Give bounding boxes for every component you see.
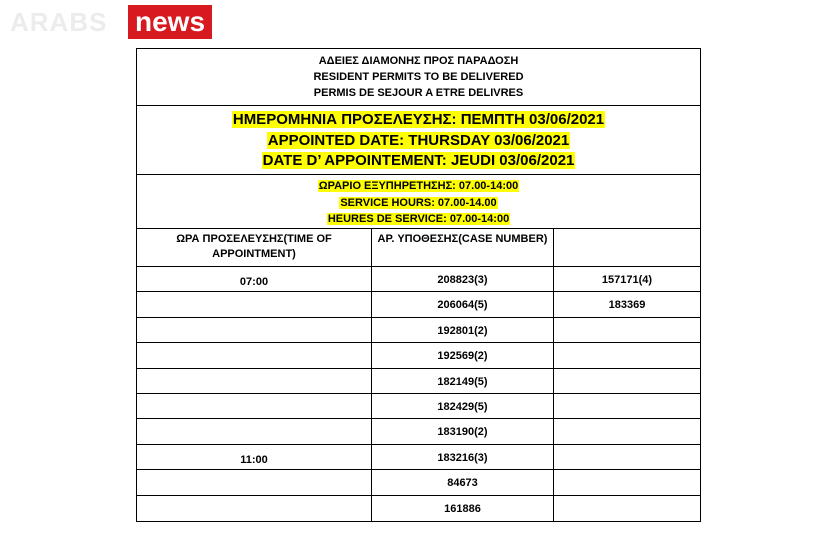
permits-title-french: PERMIS DE SEJOUR A ETRE DELIVRES (313, 87, 524, 99)
row-7-extra (554, 419, 700, 444)
row-8-time: 11:00 (137, 445, 372, 470)
row-9-case: 84673 (372, 470, 554, 495)
row-7-time (137, 419, 372, 444)
row-1-extra: 157171(4) (554, 267, 700, 292)
row-3-extra (554, 318, 700, 343)
row-8-case: 183216(3) (372, 445, 554, 470)
permits-document (136, 48, 701, 522)
row-9-time (137, 470, 372, 495)
row-3-case: 192801(2) (372, 318, 554, 343)
row-4-extra (554, 343, 700, 368)
appointment-date-greek: ΗΜΕΡΟΜΗΝΙΑ ΠΡΟΣΕΛΕΥΣΗΣ: ΠΕΜΠΤΗ 03/06/2021 (232, 111, 605, 128)
case-table (137, 229, 700, 521)
service-hours-english: SERVICE HOURS: 07.00-14.00 (340, 196, 497, 209)
row-9-extra (554, 470, 700, 495)
row-5-case: 182149(5) (372, 369, 554, 394)
row-10-time (137, 496, 372, 521)
row-6-case: 182429(5) (372, 394, 554, 419)
permits-title-english: RESIDENT PERMITS TO BE DELIVERED (313, 71, 524, 83)
appointment-date-block (137, 106, 700, 175)
row-2-extra: 183369 (554, 292, 700, 317)
row-1-case: 208823(3) (372, 267, 554, 292)
header-time: ΩΡΑ ΠΡΟΣΕΛΕΥΣΗΣ(TIME OF APPOINTMENT) (137, 229, 372, 267)
appointment-date-english: APPOINTED DATE: THURSDAY 03/06/2021 (267, 131, 570, 149)
row-7-case: 183190(2) (372, 419, 554, 444)
row-2-case: 206064(5) (372, 292, 554, 317)
service-hours-greek: ΩΡΑΡΙΟ ΕΞΥΠΗΡΕΤΗΣΗΣ: 07.00-14:00 (318, 180, 519, 192)
row-6-time (137, 394, 372, 419)
logo-news-badge: news (128, 5, 212, 39)
row-8-extra (554, 445, 700, 470)
row-2-time (137, 292, 372, 317)
row-4-case: 192569(2) (372, 343, 554, 368)
row-1-time: 07:00 (137, 267, 372, 292)
row-10-case: 161886 (372, 496, 554, 521)
header-case-number: ΑΡ. ΥΠΟΘΕΣΗΣ(CASE NUMBER) (372, 229, 554, 267)
service-hours-french: HEURES DE SERVICE: 07.00-14:00 (327, 213, 510, 225)
permits-title-greek: ΑΔΕΙΕΣ ΔΙΑΜΟΝΗΣ ΠΡΟΣ ΠΑΡΑΔΟΣΗ (318, 55, 519, 67)
arabsnews-logo (10, 5, 212, 39)
row-6-extra (554, 394, 700, 419)
row-4-time (137, 343, 372, 368)
row-3-time (137, 318, 372, 343)
appointment-date-french: DATE D’ APPOINTEMENT: JEUDI 03/06/2021 (262, 152, 575, 169)
header-extra (554, 229, 700, 267)
row-5-time (137, 369, 372, 394)
logo-watermark: ARABS (10, 6, 108, 37)
row-5-extra (554, 369, 700, 394)
service-hours-block (137, 175, 700, 229)
permits-title-block (137, 49, 700, 106)
row-10-extra (554, 496, 700, 521)
